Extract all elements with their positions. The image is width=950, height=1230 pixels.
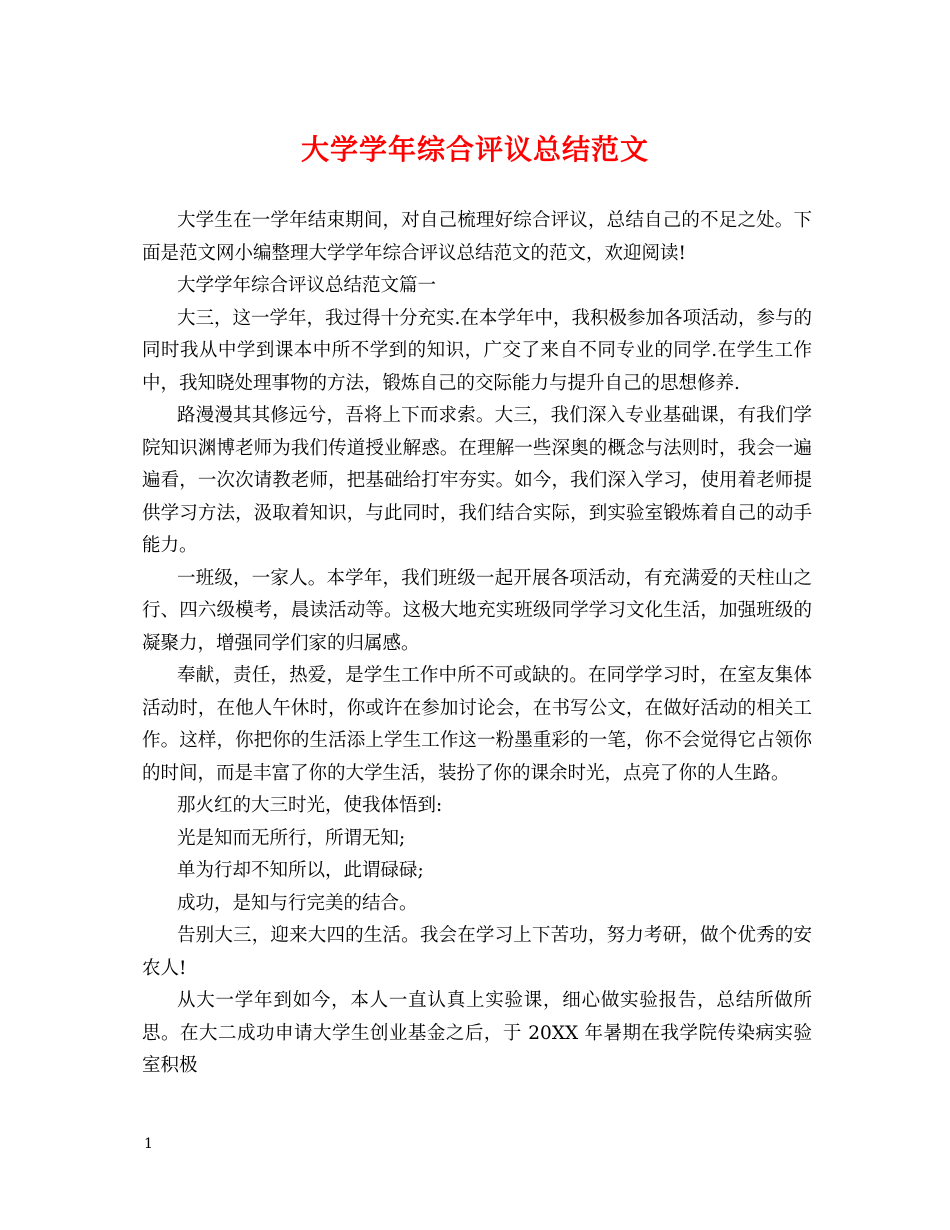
paragraph: 光是知而无所行，所谓无知;: [177, 827, 406, 849]
paragraph-section-heading: 大学学年综合评议总结范文篇一: [177, 275, 437, 296]
paragraph: 单为行却不知所以，此谓碌碌;: [177, 860, 424, 881]
paragraph: 一班级，一家人。本学年，我们班级一起开展各项活动，有充满爱的天柱山之行、四六级模考，晨读活动等。这极大地充实班级同学学习文化生活，加强班级的凝聚力，增强同学们家的归属感。: [142, 567, 812, 654]
paragraph: 告别大三，迎来大四的生活。我会在学习上下苦功，努力考研，做个优秀的安农人!: [142, 925, 812, 979]
paragraph: 从大一学年到如今，本人一直认真上实验课，细心做实验报告，总结所做所思。在大二成功申请大学生创业基金之后，于 20XX 年暑期在我学院传染病实验室积极: [142, 990, 812, 1076]
paragraph: 路漫漫其其修远兮，吾将上下而求索。大三，我们深入专业基础课，有我们学院知识渊博老师为我们传道授业解惑。在理解一些深奥的概念与法则时，我会一遍遍看，一次次请教老师，把基础给打牢夯实。如今，我们深入学习，使用着老师提供学习方法，汲取着知识，与此同时，我们结合实际，到实验室锻炼着自己的动手能力。: [142, 405, 812, 556]
paragraph-intro: 大学生在一学年结束期间，对自己梳理好综合评议，总结自己的不足之处。下面是范文网小编整理大学学年综合评议总结范文的范文，欢迎阅读!: [142, 210, 812, 264]
paragraph: 那火红的大三时光，使我体悟到:: [177, 795, 443, 816]
document-title: 大学学年综合评议总结范文: [300, 133, 649, 166]
page-number: 1: [144, 1136, 153, 1152]
paragraph: 成功，是知与行完美的结合。: [177, 892, 418, 914]
paragraph: 大三，这一学年，我过得十分充实.在本学年中，我积极参加各项活动，参与的同时我从中学到课本中所不学到的知识，广交了来自不同专业的同学.在学生工作中，我知晓处理事物的方法，锻炼自己的交际能力与提升自己的思想修养.: [142, 307, 812, 394]
document-body: [142, 205, 812, 1083]
paragraph: 奉献，责任，热爱，是学生工作中所不可或缺的。在同学学习时，在室友集体活动时，在他人午休时，你或许在参加讨论会，在书写公文，在做好活动的相关工作。这样，你把你的生活添上学生工作这一粉墨重彩的一笔，你不会觉得它占领你的时间，而是丰富了你的大学生活，装扮了你的课余时光，点亮了你的人生路。: [142, 665, 812, 784]
